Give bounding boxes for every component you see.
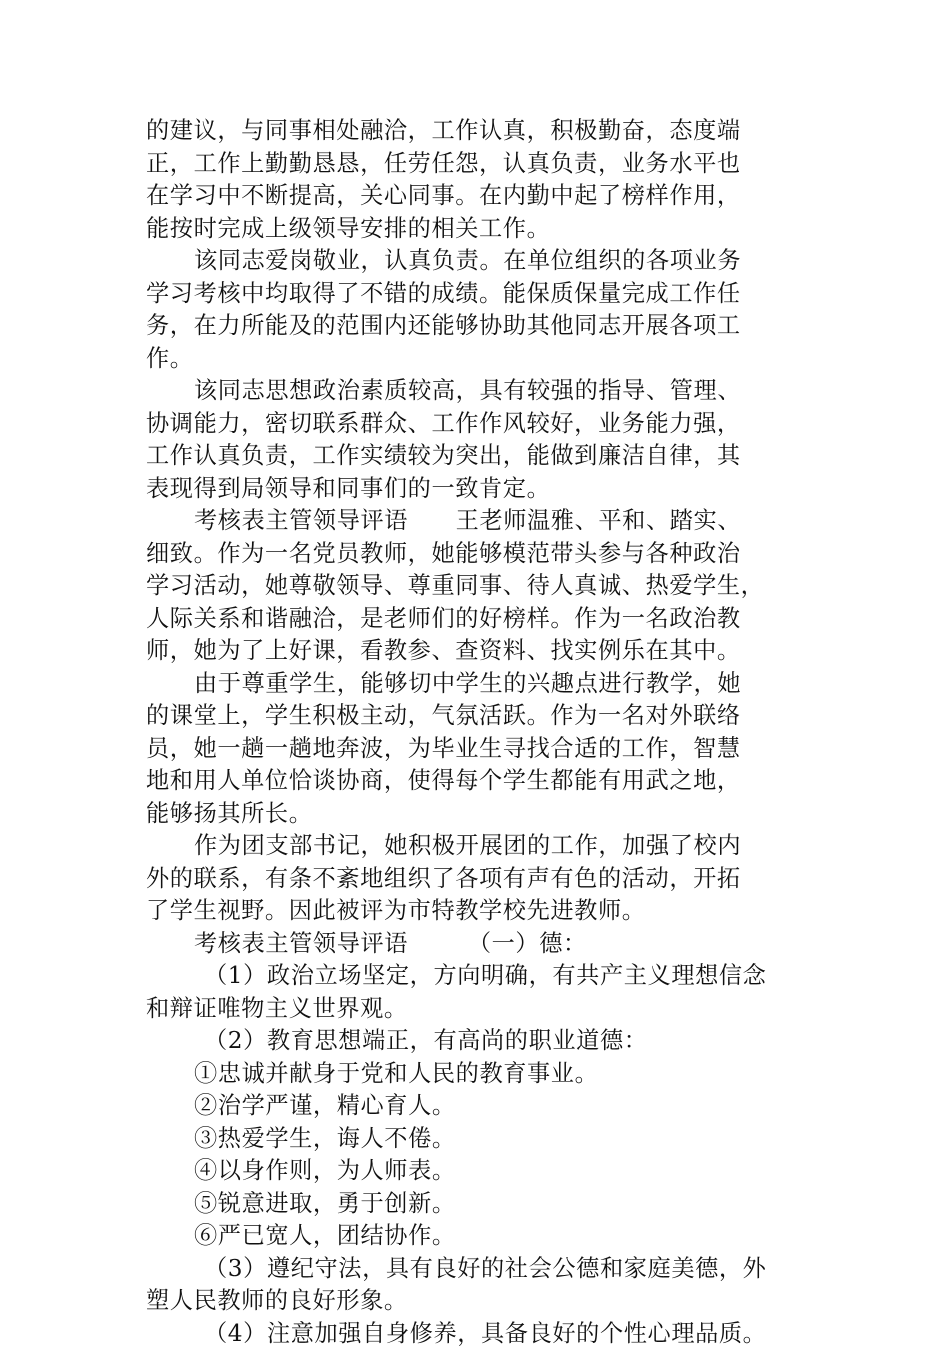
text-line: 塑人民教师的良好形象。 [146,1285,806,1318]
text-line: 师，她为了上好课，看教参、查资料、找实例乐在其中。 [146,635,806,668]
text-line: 考核表主管领导评语 王老师温雅、平和、踏实、 [146,505,806,538]
text-line: 学习考核中均取得了不错的成绩。能保质保量完成工作任 [146,278,806,311]
list-item: ①忠诚并献身于党和人民的教育事业。 [146,1058,806,1091]
text-line: 作。 [146,343,806,376]
text-line: 工作认真负责，工作实绩较为突出，能做到廉洁自律，其 [146,440,806,473]
text-line: 能按时完成上级领导安排的相关工作。 [146,213,806,246]
text-line: （4）注意加强自身修养，具备良好的个性心理品质。 [146,1318,806,1350]
list-item: ③热爱学生，诲人不倦。 [146,1123,806,1156]
list-item: ⑤锐意进取，勇于创新。 [146,1188,806,1221]
list-item: ⑥严已宽人，团结协作。 [146,1220,806,1253]
text-line: 在学习中不断提高，关心同事。在内勤中起了榜样作用， [146,180,806,213]
text-line: 务，在力所能及的范围内还能够协助其他同志开展各项工 [146,310,806,343]
text-line: 学习活动，她尊敬领导、尊重同事、待人真诚、热爱学生， [146,570,806,603]
text-line: （3）遵纪守法，具有良好的社会公德和家庭美德，外 [146,1253,806,1286]
text-line: 和辩证唯物主义世界观。 [146,993,806,1026]
document-body [146,115,806,1350]
text-line: 外的联系，有条不紊地组织了各项有声有色的活动，开拓 [146,863,806,896]
text-line: 员，她一趟一趟地奔波，为毕业生寻找合适的工作，智慧 [146,733,806,766]
text-line: 表现得到局领导和同事们的一致肯定。 [146,473,806,506]
text-line: 了学生视野。因此被评为市特教学校先进教师。 [146,895,806,928]
list-item: ②治学严谨，精心育人。 [146,1090,806,1123]
text-line: 能够扬其所长。 [146,798,806,831]
text-line: （1）政治立场坚定，方向明确，有共产主义理想信念 [146,960,806,993]
text-line: （2）教育思想端正，有高尚的职业道德： [146,1025,806,1058]
text-line: 的建议，与同事相处融洽，工作认真，积极勤奋，态度端 [146,115,806,148]
text-line: 由于尊重学生，能够切中学生的兴趣点进行教学，她 [146,668,806,701]
text-line: 该同志爱岗敬业，认真负责。在单位组织的各项业务 [146,245,806,278]
text-line: 该同志思想政治素质较高，具有较强的指导、管理、 [146,375,806,408]
text-line: 考核表主管领导评语 （一）德： [146,928,806,961]
text-line: 协调能力，密切联系群众、工作作风较好，业务能力强， [146,408,806,441]
text-line: 的课堂上，学生积极主动，气氛活跃。作为一名对外联络 [146,700,806,733]
list-item: ④以身作则，为人师表。 [146,1155,806,1188]
text-line: 人际关系和谐融洽，是老师们的好榜样。作为一名政治教 [146,603,806,636]
text-line: 作为团支部书记，她积极开展团的工作，加强了校内 [146,830,806,863]
text-line: 细致。作为一名党员教师，她能够模范带头参与各种政治 [146,538,806,571]
text-line: 地和用人单位恰谈协商，使得每个学生都能有用武之地， [146,765,806,798]
text-line: 正，工作上勤勤恳恳，任劳任怨，认真负责，业务水平也 [146,148,806,181]
